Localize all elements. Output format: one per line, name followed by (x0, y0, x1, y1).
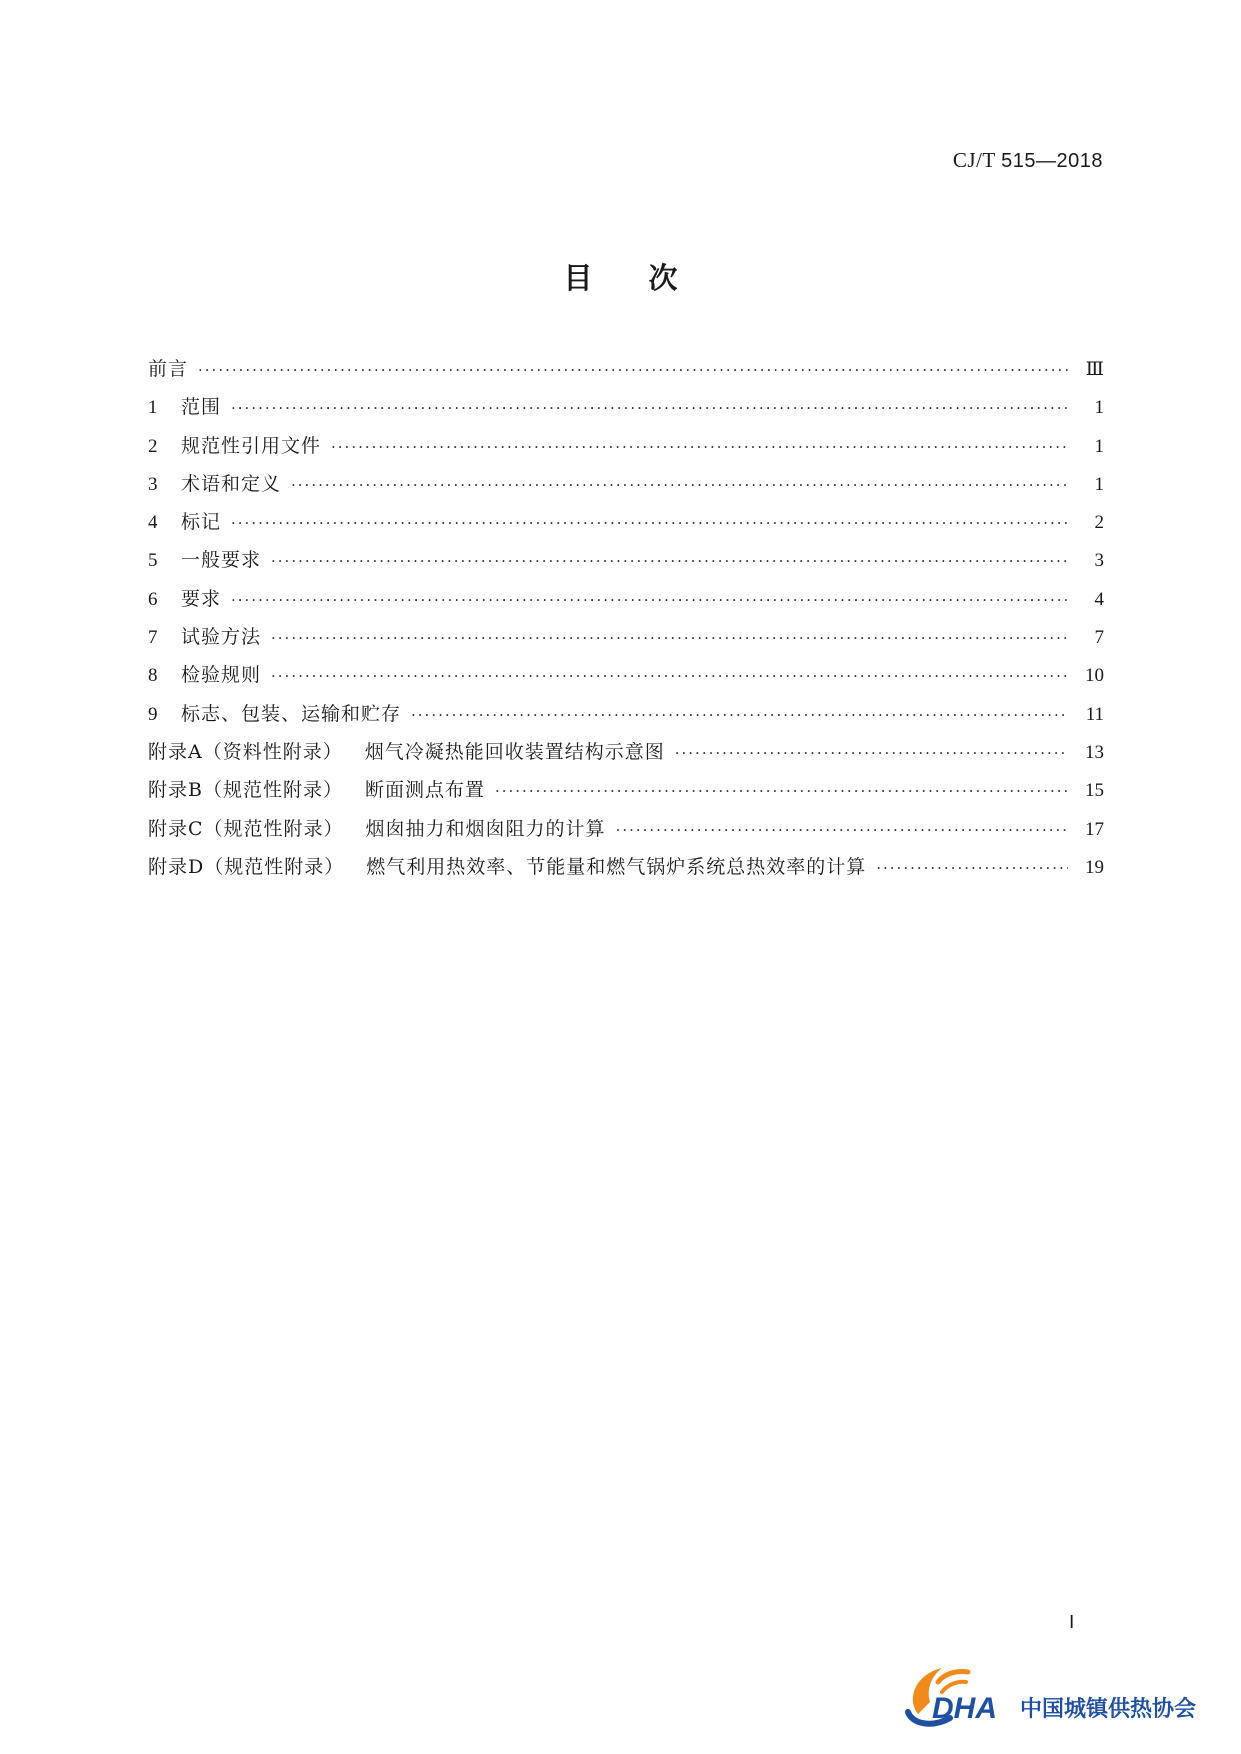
toc-entry-page: 13 (1085, 741, 1104, 763)
toc-entry-page: 17 (1085, 818, 1104, 840)
toc-leader-dots (616, 821, 1068, 839)
toc-leader-dots (271, 552, 1068, 570)
toc-entry-number: 5 (148, 550, 158, 572)
toc-entry-page: 3 (1094, 550, 1104, 572)
toc-entry-1[interactable] (148, 392, 1104, 430)
toc-entry-page: 19 (1085, 856, 1104, 878)
toc-entry-label: 烟囱抽力和烟囱阻力的计算 (365, 817, 606, 840)
toc-entry-label: 规范性引用文件 (181, 434, 322, 457)
toc-entry-label: 燃气利用热效率、节能量和燃气锅炉系统总热效率的计算 (366, 855, 867, 878)
toc-entry-label: 试验方法 (181, 626, 262, 649)
toc-entry-appendix-c[interactable] (148, 814, 1104, 852)
toc-entry-number: 2 (148, 435, 158, 457)
organization-name: 中国城镇供热协会 (1020, 1697, 1197, 1722)
toc-entry-page: 1 (1094, 435, 1104, 457)
toc-leader-dots (271, 629, 1068, 647)
toc-entry-label: 标志、包装、运输和贮存 (181, 702, 402, 725)
toc-entry-appendix-b[interactable] (148, 775, 1104, 813)
toc-entry-label: 要求 (181, 587, 222, 610)
page-number: Ⅰ (1069, 1612, 1075, 1632)
toc-entry-page: 1 (1094, 397, 1104, 419)
toc-entry-foreword[interactable] (148, 354, 1104, 392)
toc-entry-page: 7 (1094, 627, 1104, 649)
toc-entry-page: Ⅲ (1085, 359, 1104, 380)
toc-entry-7[interactable] (148, 622, 1104, 660)
toc-leader-dots (271, 667, 1068, 685)
toc-entry-page: 11 (1085, 703, 1104, 725)
toc-entry-2[interactable] (148, 431, 1104, 469)
document-code (953, 148, 1103, 173)
toc-entry-3[interactable] (148, 469, 1104, 507)
toc-entry-number: 4 (148, 512, 158, 534)
toc-leader-dots (291, 476, 1068, 494)
toc-entry-number: 6 (148, 588, 158, 610)
toc-entry-label: 范围 (181, 396, 222, 419)
toc-entry-number: 9 (148, 703, 158, 725)
toc-leader-dots (876, 859, 1068, 877)
toc-entry-label: 前言 (148, 358, 189, 380)
toc-entry-page: 1 (1094, 473, 1104, 495)
toc-entry-label: 检验规则 (181, 664, 262, 687)
document-code-prefix: CJ/T (952, 148, 996, 172)
toc-entry-label: 一般要求 (181, 549, 262, 572)
toc-entry-8[interactable] (148, 660, 1104, 698)
toc-appendix-prefix: 附录B（规范性附录） (148, 779, 343, 802)
toc-entry-label: 标记 (181, 511, 222, 534)
toc-entry-page: 2 (1094, 512, 1104, 534)
toc-entry-label: 烟气冷凝热能回收装置结构示意图 (364, 740, 665, 763)
toc-entry-page: 15 (1085, 780, 1104, 802)
toc-entry-label: 术语和定义 (181, 472, 282, 495)
toc-leader-dots (495, 782, 1068, 800)
document-code-number: 515—2018 (1001, 150, 1103, 172)
toc-entry-number: 1 (148, 397, 158, 419)
toc-entry-number: 3 (148, 473, 158, 495)
toc-entry-number: 7 (148, 627, 158, 649)
toc-entry-page: 10 (1085, 665, 1104, 687)
toc-entry-number: 8 (148, 665, 158, 687)
toc-appendix-prefix: 附录C（规范性附录） (148, 817, 344, 840)
toc-appendix-prefix: 附录A（资料性附录） (148, 740, 343, 763)
table-of-contents (148, 354, 1104, 890)
toc-entry-6[interactable] (148, 584, 1104, 622)
toc-entry-page: 4 (1094, 588, 1104, 610)
toc-leader-dots (231, 514, 1068, 532)
toc-entry-5[interactable] (148, 545, 1104, 583)
toc-entry-appendix-a[interactable] (148, 737, 1104, 775)
toc-entry-label: 断面测点布置 (364, 779, 485, 802)
toc-entry-appendix-d[interactable] (148, 852, 1104, 890)
page-title: 目次 (563, 261, 734, 295)
logo-dha-text: DHA (932, 1692, 997, 1725)
toc-leader-dots (231, 399, 1068, 417)
toc-entry-4[interactable] (148, 507, 1104, 545)
toc-entry-9[interactable] (148, 699, 1104, 737)
toc-leader-dots (231, 591, 1068, 609)
toc-leader-dots (411, 706, 1068, 724)
toc-leader-dots (331, 438, 1068, 456)
toc-appendix-prefix: 附录D（规范性附录） (148, 855, 345, 878)
organization-logo (898, 1652, 1208, 1734)
toc-leader-dots (675, 744, 1068, 762)
toc-leader-dots (198, 361, 1068, 379)
